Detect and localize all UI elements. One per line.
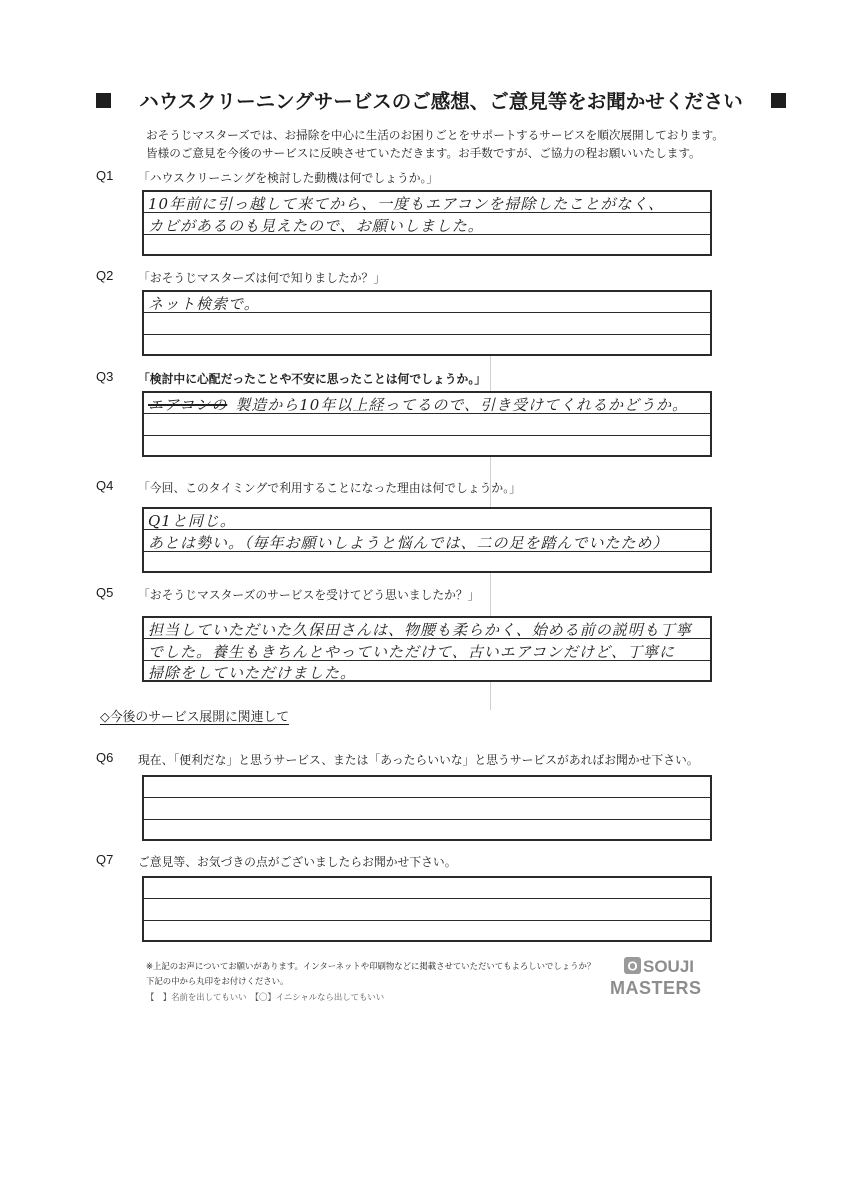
- footnote-line: 【 】名前を出してもいい 【〇】イニシャルなら出してもいい: [146, 992, 385, 1002]
- q1-number: Q1: [96, 168, 114, 183]
- answer-rule: [144, 334, 710, 335]
- q6-question: 現在、「便利だな」と思うサービス、または「あったらいいな」と思うサービスがあればお聞かせ下さい。: [138, 753, 699, 767]
- q6-number: Q6: [96, 750, 114, 765]
- answer-rule: [144, 819, 710, 820]
- intro-line: おそうじマスターズでは、お掃除を中心に生活のお困りごとをサポートするサービスを順次展開しております。: [146, 128, 724, 142]
- q7-answer-box: [142, 876, 712, 942]
- page-title: [96, 86, 786, 114]
- q6-answer-box: [142, 775, 712, 841]
- footnote-line: ※上記のお声についてお願いがあります。インターネットや印刷物などに掲載させていただいてもよろしいでしょうか？: [146, 961, 596, 971]
- logo-line-2: MASTERS: [610, 978, 702, 998]
- q3-number: Q3: [96, 369, 114, 384]
- intro-text: [146, 126, 786, 162]
- q2-answer-line: ネット検索で。: [148, 295, 260, 313]
- q7-question: ご意見等、お気づきの点がございましたらお聞かせ下さい。: [138, 855, 457, 869]
- q1-answer-line: カビがあるのも見えたので、お願いしました。: [148, 217, 484, 235]
- answer-rule: [144, 898, 710, 899]
- q4-answer-line: あとは勢い。（毎年お願いしようと悩んでは、二の足を踏んでいたため）: [148, 534, 669, 552]
- q3-question: 「検討中に心配だったことや不安に思ったことは何でしょうか。」: [138, 372, 487, 386]
- q5-answer-line: でした。養生もきちんとやっていただけて、古いエアコンだけど、丁寧に: [148, 643, 675, 661]
- q7-number: Q7: [96, 852, 114, 867]
- q5-question: 「おそうじマスターズのサービスを受けてどう思いましたか？」: [138, 588, 480, 602]
- q4-question: 「今回、このタイミングで利用することになった理由は何でしょうか。」: [138, 481, 521, 495]
- page-title-text: ハウスクリーニングサービスのご感想、ご意見等をお聞かせください: [139, 90, 743, 113]
- q5-answer-line: 掃除をしていただけました。: [148, 664, 357, 682]
- intro-line: 皆様のご意見を今後のサービスに反映させていただきます。お手数ですが、ご協力の程お願いいたします。: [146, 146, 701, 160]
- q4-answer-box: [142, 507, 712, 573]
- section-heading: ◇今後のサービス展開に関連して: [100, 710, 289, 725]
- q1-answer-box: [142, 190, 712, 256]
- q3-answer-line: [148, 394, 688, 415]
- q2-answer-box: [142, 290, 712, 356]
- q3-answer-box: [142, 391, 712, 457]
- square-bullet-icon: [96, 93, 111, 108]
- q4-answer-line: Q1と同じ。: [148, 512, 236, 530]
- q1-answer-line: 10年前に引っ越して来てから、一度もエアコンを掃除したことがなく、: [148, 195, 665, 213]
- souji-masters-logo: [608, 956, 728, 1000]
- q1-question: 「ハウスクリーニングを検討した動機は何でしょうか。」: [138, 171, 439, 185]
- square-bullet-icon: [771, 93, 786, 108]
- q5-answer-line: 担当していただいた久保田さんは、物腰も柔らかく、始める前の説明も丁寧: [148, 621, 692, 639]
- answer-rule: [144, 797, 710, 798]
- q2-question: 「おそうじマスターズは何で知りましたか？」: [138, 271, 386, 285]
- answer-rule: [144, 920, 710, 921]
- footnote-line: 下記の中から丸印をお付けください。: [146, 976, 289, 986]
- logo-mark-letter: O: [627, 958, 638, 974]
- q5-number: Q5: [96, 585, 114, 600]
- answer-rule: [144, 435, 710, 436]
- q5-answer-box: [142, 616, 712, 682]
- q3-answer-text: 製造から10年以上経ってるので、引き受けてくれるかどうか。: [235, 396, 689, 414]
- q2-number: Q2: [96, 268, 114, 283]
- q3-struck-text: エアコンの: [148, 396, 228, 414]
- logo-line-1: SOUJI: [643, 957, 695, 976]
- q4-number: Q4: [96, 478, 114, 493]
